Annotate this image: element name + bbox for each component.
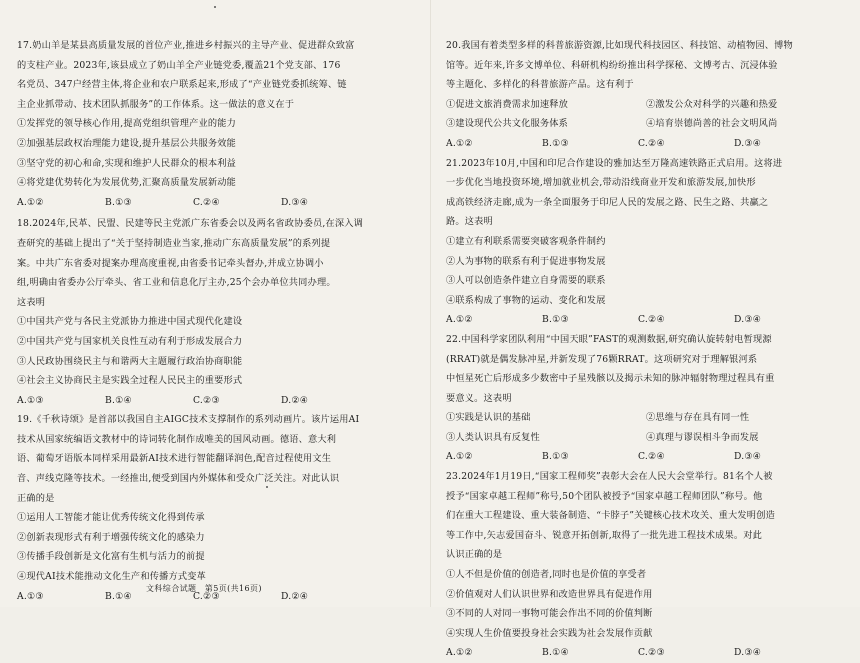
option-b: B.①③	[105, 196, 132, 208]
question-text-line: 名党员、347户经营主体,将企业和农户联系起来,形成了“产业链党委抓统筹、链	[17, 79, 347, 91]
option-a: A.①③	[17, 394, 44, 406]
option-a: A.①②	[17, 196, 44, 208]
question-text-line: 组,明确由省委办公厅牵头、省工业和信息化厅主办,25个会办单位共同办理。	[17, 277, 336, 289]
question-text-line: 正确的是	[17, 492, 55, 504]
statement-pair	[446, 408, 846, 428]
statement-item: ④现代AI技术能推动文化生产和传播方式变革	[17, 571, 207, 583]
option-d: D.③④	[734, 451, 762, 463]
option-c: C.②④	[638, 137, 665, 149]
answer-options	[17, 193, 419, 213]
statement-item: ①促进文旅消费需求加速释放	[446, 98, 569, 110]
statement-item: ④联系构成了事物的运动、变化和发展	[446, 294, 606, 306]
option-a: A.①②	[446, 137, 473, 149]
question-text-line: 等工作中,矢志爱国奋斗、锐意开拓创新,取得了一批先进工程技术成果。对此	[446, 529, 763, 541]
statement-pair	[446, 95, 846, 115]
option-d: D.③④	[734, 314, 762, 326]
question-text-line: 22.中国科学家团队利用“中国天眼”FAST的观测数据,研究确认旋转射电暂现源	[446, 333, 772, 345]
right-column	[446, 36, 846, 663]
statement-item: ③建设现代公共文化服务体系	[446, 118, 569, 130]
statement-item: ①建立有利联系需要突破客观条件制约	[446, 235, 606, 247]
answer-options	[446, 310, 846, 330]
statement-item: ②思维与存在具有同一性	[646, 412, 750, 424]
page-footer: 文科综合试题 第5页(共16页)	[146, 584, 262, 593]
statement-item: ①中国共产党与各民主党派协力推进中国式现代化建设	[17, 316, 243, 328]
option-d: D.③④	[734, 137, 762, 149]
statement-item: ④社会主义协商民主是实践全过程人民民主的重要形式	[17, 375, 243, 387]
statement-item: ②激发公众对科学的兴趣和热爱	[646, 98, 778, 110]
question-text-line: 19.《千秋诗颂》是首部以我国自主AIGC技术支撑制作的系列动画片。该片运用AI	[17, 414, 360, 426]
question-text-line: 23.2024年1月19日,“国家工程师奖”表彰大会在人民大会堂举行。81名个人被	[446, 471, 773, 483]
question-text-line: 语、葡萄牙语版本同样采用最新AI技术进行智能翻译润色,配音过程使用文生	[17, 453, 332, 465]
option-b: B.①④	[105, 394, 132, 406]
statement-item: ③人民政协围绕民主与和谐两大主题履行政治协商职能	[17, 355, 243, 367]
question-text-line: 们在重大工程建设、重大装备制造、“卡脖子”关键核心技术攻关、重大发明创造	[446, 510, 775, 522]
option-c: C.②③	[193, 590, 220, 602]
answer-options	[17, 391, 419, 411]
scan-speck	[214, 6, 216, 8]
option-c: C.②③	[193, 394, 220, 406]
option-b: B.①④	[105, 590, 132, 602]
statement-item: ①运用人工智能才能让优秀传统文化得到传承	[17, 512, 205, 524]
question-19	[17, 410, 419, 606]
question-22	[446, 330, 846, 467]
question-text-line: 授予“国家卓越工程师”称号,50个团队被授予“国家卓越工程师团队”称号。他	[446, 490, 763, 502]
statement-item: ①实践是认识的基础	[446, 412, 531, 424]
statement-item: ②创新表现形式有利于增强传统文化的感染力	[17, 531, 205, 543]
option-d: D.②④	[281, 394, 309, 406]
question-18	[17, 214, 419, 410]
statement-item: ③传播手段创新是文化富有生机与活力的前提	[17, 551, 205, 563]
option-b: B.①③	[542, 314, 569, 326]
question-text-line: 要意义。这表明	[446, 392, 512, 404]
statement-item: ②加强基层政权治理能力建设,提升基层公共服务效能	[17, 137, 237, 149]
question-text-line: (RRAT)就是偶发脉冲星,并新发现了76颗RRAT。这项研究对于理解银河系	[446, 353, 758, 365]
option-d: D.③④	[734, 647, 762, 659]
option-d: D.②④	[281, 590, 309, 602]
question-text-line: 音、声线克隆等技术。一经推出,便受到国内外媒体和受众广泛关注。对此认识	[17, 473, 340, 485]
question-text-line: 路。这表明	[446, 216, 493, 228]
option-c: C.②④	[638, 451, 665, 463]
option-a: A.①②	[446, 451, 473, 463]
statement-item: ③不同的人对同一事物可能会作出不同的价值判断	[446, 608, 653, 620]
question-20	[446, 36, 846, 154]
question-text-line: 馆等。近年来,许多文博单位、科研机构纷纷推出科学探秘、文博考古、沉浸体验	[446, 59, 778, 71]
option-c: C.②④	[193, 196, 220, 208]
question-21	[446, 154, 846, 330]
option-b: B.①③	[542, 451, 569, 463]
option-c: C.②④	[638, 314, 665, 326]
question-23	[446, 467, 846, 663]
option-c: C.②③	[638, 647, 665, 659]
page-fold-divider	[430, 0, 431, 607]
statement-item: ③人可以创造条件建立自身需要的联系	[446, 275, 606, 287]
question-text-line: 主企业抓带动、技术团队抓服务”的工作体系。这一做法的意义在于	[17, 98, 295, 110]
question-text-line: 中恒星死亡后形成多少数密中子星残骸以及揭示未知的脉冲辐射物理过程具有重	[446, 373, 775, 385]
option-a: A.①③	[17, 590, 44, 602]
statement-item: ④培育崇德尚善的社会文明风尚	[646, 118, 778, 130]
question-text-line: 查研究的基础上提出了“关于坚持制造业当家,推动广东高质量发展”的系列提	[17, 237, 331, 249]
question-text-line: 等主题化、多样化的科普旅游产品。这有利于	[446, 79, 634, 91]
statement-pair	[446, 428, 846, 448]
statement-item: ①发挥党的领导核心作用,提高党组织管理产业的能力	[17, 118, 237, 130]
statement-item: ④实现人生价值要投身社会实践为社会发展作贡献	[446, 627, 653, 639]
question-text-line: 18.2024年,民革、民盟、民建等民主党派广东省委会以及两名省政协委员,在深入调	[17, 218, 364, 230]
option-b: B.①④	[542, 647, 569, 659]
question-text-line: 认识正确的是	[446, 549, 503, 561]
question-text-line: 一步优化当地投资环境,增加就业机会,带动沿线商业开发和旅游发展,加快形	[446, 177, 756, 189]
statement-pair	[446, 114, 846, 134]
statement-item: ③坚守党的初心和命,实现和维护人民群众的根本利益	[17, 157, 237, 169]
statement-item: ②价值观对人们认识世界和改造世界具有促进作用	[446, 588, 653, 600]
statement-item: ②中国共产党与国家机关良性互动有利于形成发展合力	[17, 335, 243, 347]
answer-options	[446, 447, 846, 467]
question-17	[17, 36, 419, 212]
scan-speck	[266, 486, 268, 488]
question-text-line: 案。中共广东省委对提案办理高度重视,由省委书记牵头督办,并成立协调小	[17, 257, 324, 269]
answer-options	[446, 134, 846, 154]
option-d: D.③④	[281, 196, 309, 208]
statement-item: ④将党建优势转化为发展优势,汇聚高质量发展新动能	[17, 177, 237, 189]
question-text-line: 20.我国有着类型多样的科普旅游资源,比如现代科技园区、科技馆、动植物园、博物	[446, 40, 793, 51]
question-text-line: 21.2023年10月,中国和印尼合作建设的雅加达至万隆高速铁路正式启用。这将进	[446, 157, 783, 169]
option-a: A.①②	[446, 647, 473, 659]
question-text-line: 17.奶山羊是某县高质量发展的首位产业,推进乡村振兴的主导产业、促进群众致富	[17, 40, 355, 51]
statement-item: ①人不但是价值的创造者,同时也是价值的享受者	[446, 569, 647, 581]
statement-item: ②人为事物的联系有利于促进事物发展	[446, 255, 606, 267]
statement-item: ③人类认识具有反复性	[446, 431, 540, 443]
option-a: A.①②	[446, 314, 473, 326]
question-text-line: 这表明	[17, 296, 46, 308]
answer-options	[446, 643, 846, 663]
statement-item: ④真理与谬误相斗争而发展	[646, 431, 759, 443]
question-text-line: 成高铁经济走廊,成为一条全面服务于印尼人民的发展之路、民生之路、共赢之	[446, 196, 769, 208]
question-text-line: 的支柱产业。2023年,该县成立了奶山羊全产业链党委,覆盖21个党支部、176	[17, 59, 341, 71]
option-b: B.①③	[542, 137, 569, 149]
left-column	[17, 36, 419, 606]
question-text-line: 技术从国家统编语文教材中的诗词转化制作成唯美的国风动画。德语、意大利	[17, 433, 337, 445]
